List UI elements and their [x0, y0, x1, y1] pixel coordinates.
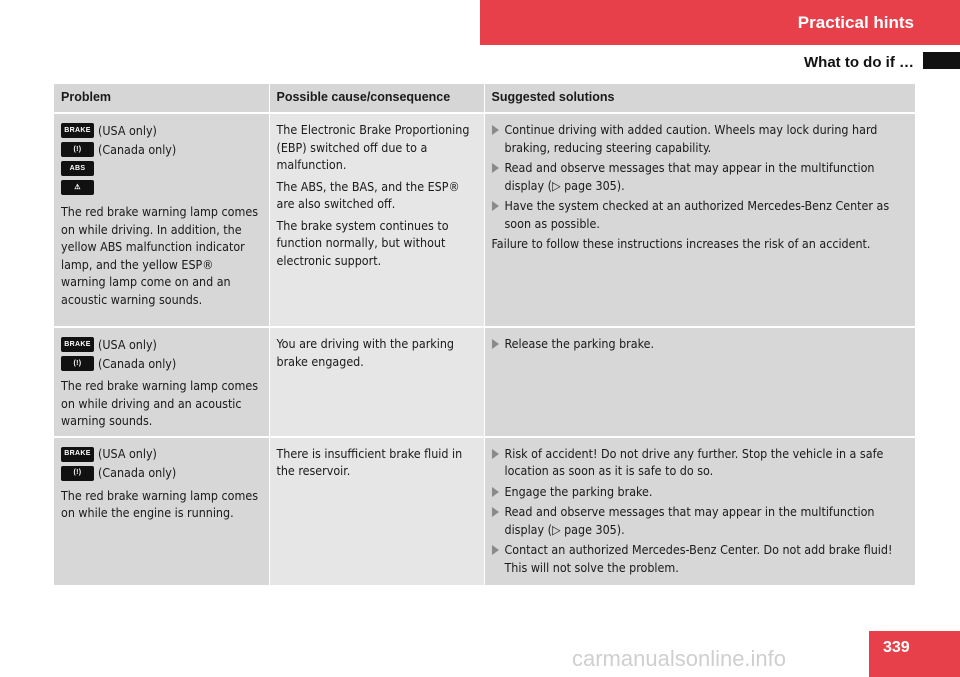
solutions-cell	[484, 437, 915, 586]
cause-text: The brake system continues to function normally, but without electronic support.	[276, 217, 449, 268]
icon-line	[61, 140, 262, 159]
problem-cell	[54, 113, 269, 327]
icon-line	[61, 354, 262, 373]
solution-note: Failure to follow these instructions increases the risk of an accident.	[491, 236, 871, 251]
icon-line	[61, 159, 262, 178]
brake-circle-icon: (!)	[61, 466, 94, 481]
brake-circle-icon: (!)	[61, 142, 94, 157]
watermark: carmanualsonline.info	[572, 646, 787, 671]
troubleshooting-table	[54, 84, 915, 585]
solution-step: Release the parking brake.	[492, 335, 909, 353]
section-title: Practical hints	[480, 0, 960, 45]
icon-label: (USA only)	[98, 336, 157, 352]
icon-label: (Canada only)	[98, 465, 177, 481]
arrow-right-icon	[492, 201, 499, 211]
cause-text: The ABS, the BAS, and the ESP® are also switched off.	[276, 178, 460, 211]
esp-warning-icon: ⚠	[61, 180, 94, 195]
column-header-solutions: Suggested solutions	[484, 84, 915, 113]
page-number: 339	[869, 631, 960, 677]
problem-description: The red brake warning lamp comes on while driving and an acoustic warning sounds.	[61, 378, 259, 428]
icon-label: (Canada only)	[98, 141, 177, 157]
cause-text: The Electronic Brake Proportioning (EBP) switched off due to a malfunction.	[276, 122, 470, 172]
solutions-cell	[484, 113, 915, 327]
solution-step: Engage the parking brake.	[492, 483, 909, 501]
cause-cell	[269, 437, 484, 586]
arrow-right-icon	[492, 449, 499, 459]
arrow-right-icon	[492, 163, 499, 173]
problem-cell	[54, 437, 269, 586]
table-row	[54, 327, 915, 437]
arrow-right-icon	[492, 487, 499, 497]
brake-circle-icon: (!)	[61, 356, 94, 371]
solutions-cell	[484, 327, 915, 437]
table-row	[54, 437, 915, 586]
section-tab-marker	[923, 52, 960, 69]
brake-icon: BRAKE	[61, 337, 94, 352]
icon-line	[61, 335, 262, 354]
table-header-row	[54, 84, 915, 113]
icon-line	[61, 178, 262, 197]
cause-text: You are driving with the parking brake engaged.	[276, 336, 454, 369]
page-subtitle: What to do if …	[804, 54, 914, 71]
arrow-right-icon	[492, 545, 499, 555]
problem-description: The red brake warning lamp comes on while the engine is running.	[61, 487, 259, 520]
solution-step: Have the system checked at an authorized Mercedes-Benz Center as soon as possible.	[492, 197, 909, 232]
problem-description: The red brake warning lamp comes on while driving. In addition, the yellow ABS malfunction indicator lamp, and the yellow ESP® warning lamp come on and an acoustic warning sounds.	[61, 204, 259, 307]
cause-text: There is insufficient brake fluid in the reservoir.	[276, 445, 463, 478]
icon-line	[61, 464, 262, 483]
icon-label: (USA only)	[98, 446, 157, 462]
table-row	[54, 113, 915, 327]
column-header-problem: Problem	[54, 84, 269, 113]
solution-step: Read and observe messages that may appear in the multifunction display (▷ page 305).	[492, 159, 909, 194]
problem-cell	[54, 327, 269, 437]
arrow-right-icon	[492, 507, 499, 517]
column-header-cause: Possible cause/consequence	[269, 84, 484, 113]
cause-cell	[269, 113, 484, 327]
brake-icon: BRAKE	[61, 447, 94, 462]
icon-label: (USA only)	[98, 122, 157, 138]
arrow-right-icon	[492, 339, 499, 349]
solution-step: Read and observe messages that may appear in the multifunction display (▷ page 305).	[492, 503, 909, 538]
cause-cell	[269, 327, 484, 437]
solution-list	[492, 121, 909, 232]
icon-line	[61, 121, 262, 140]
abs-icon: ABS	[61, 161, 94, 176]
solution-list	[492, 335, 909, 353]
brake-icon: BRAKE	[61, 123, 94, 138]
solution-step: Contact an authorized Mercedes-Benz Center. Do not add brake fluid! This will not solve the problem.	[492, 541, 909, 576]
icon-label: (Canada only)	[98, 355, 177, 371]
solution-list	[492, 445, 909, 577]
arrow-right-icon	[492, 125, 499, 135]
solution-step: Continue driving with added caution. Wheels may lock during hard braking, reducing steering capability.	[492, 121, 909, 156]
solution-step: Risk of accident! Do not drive any further. Stop the vehicle in a safe location as soon as it is safe to do so.	[492, 445, 909, 480]
icon-line	[61, 445, 262, 464]
